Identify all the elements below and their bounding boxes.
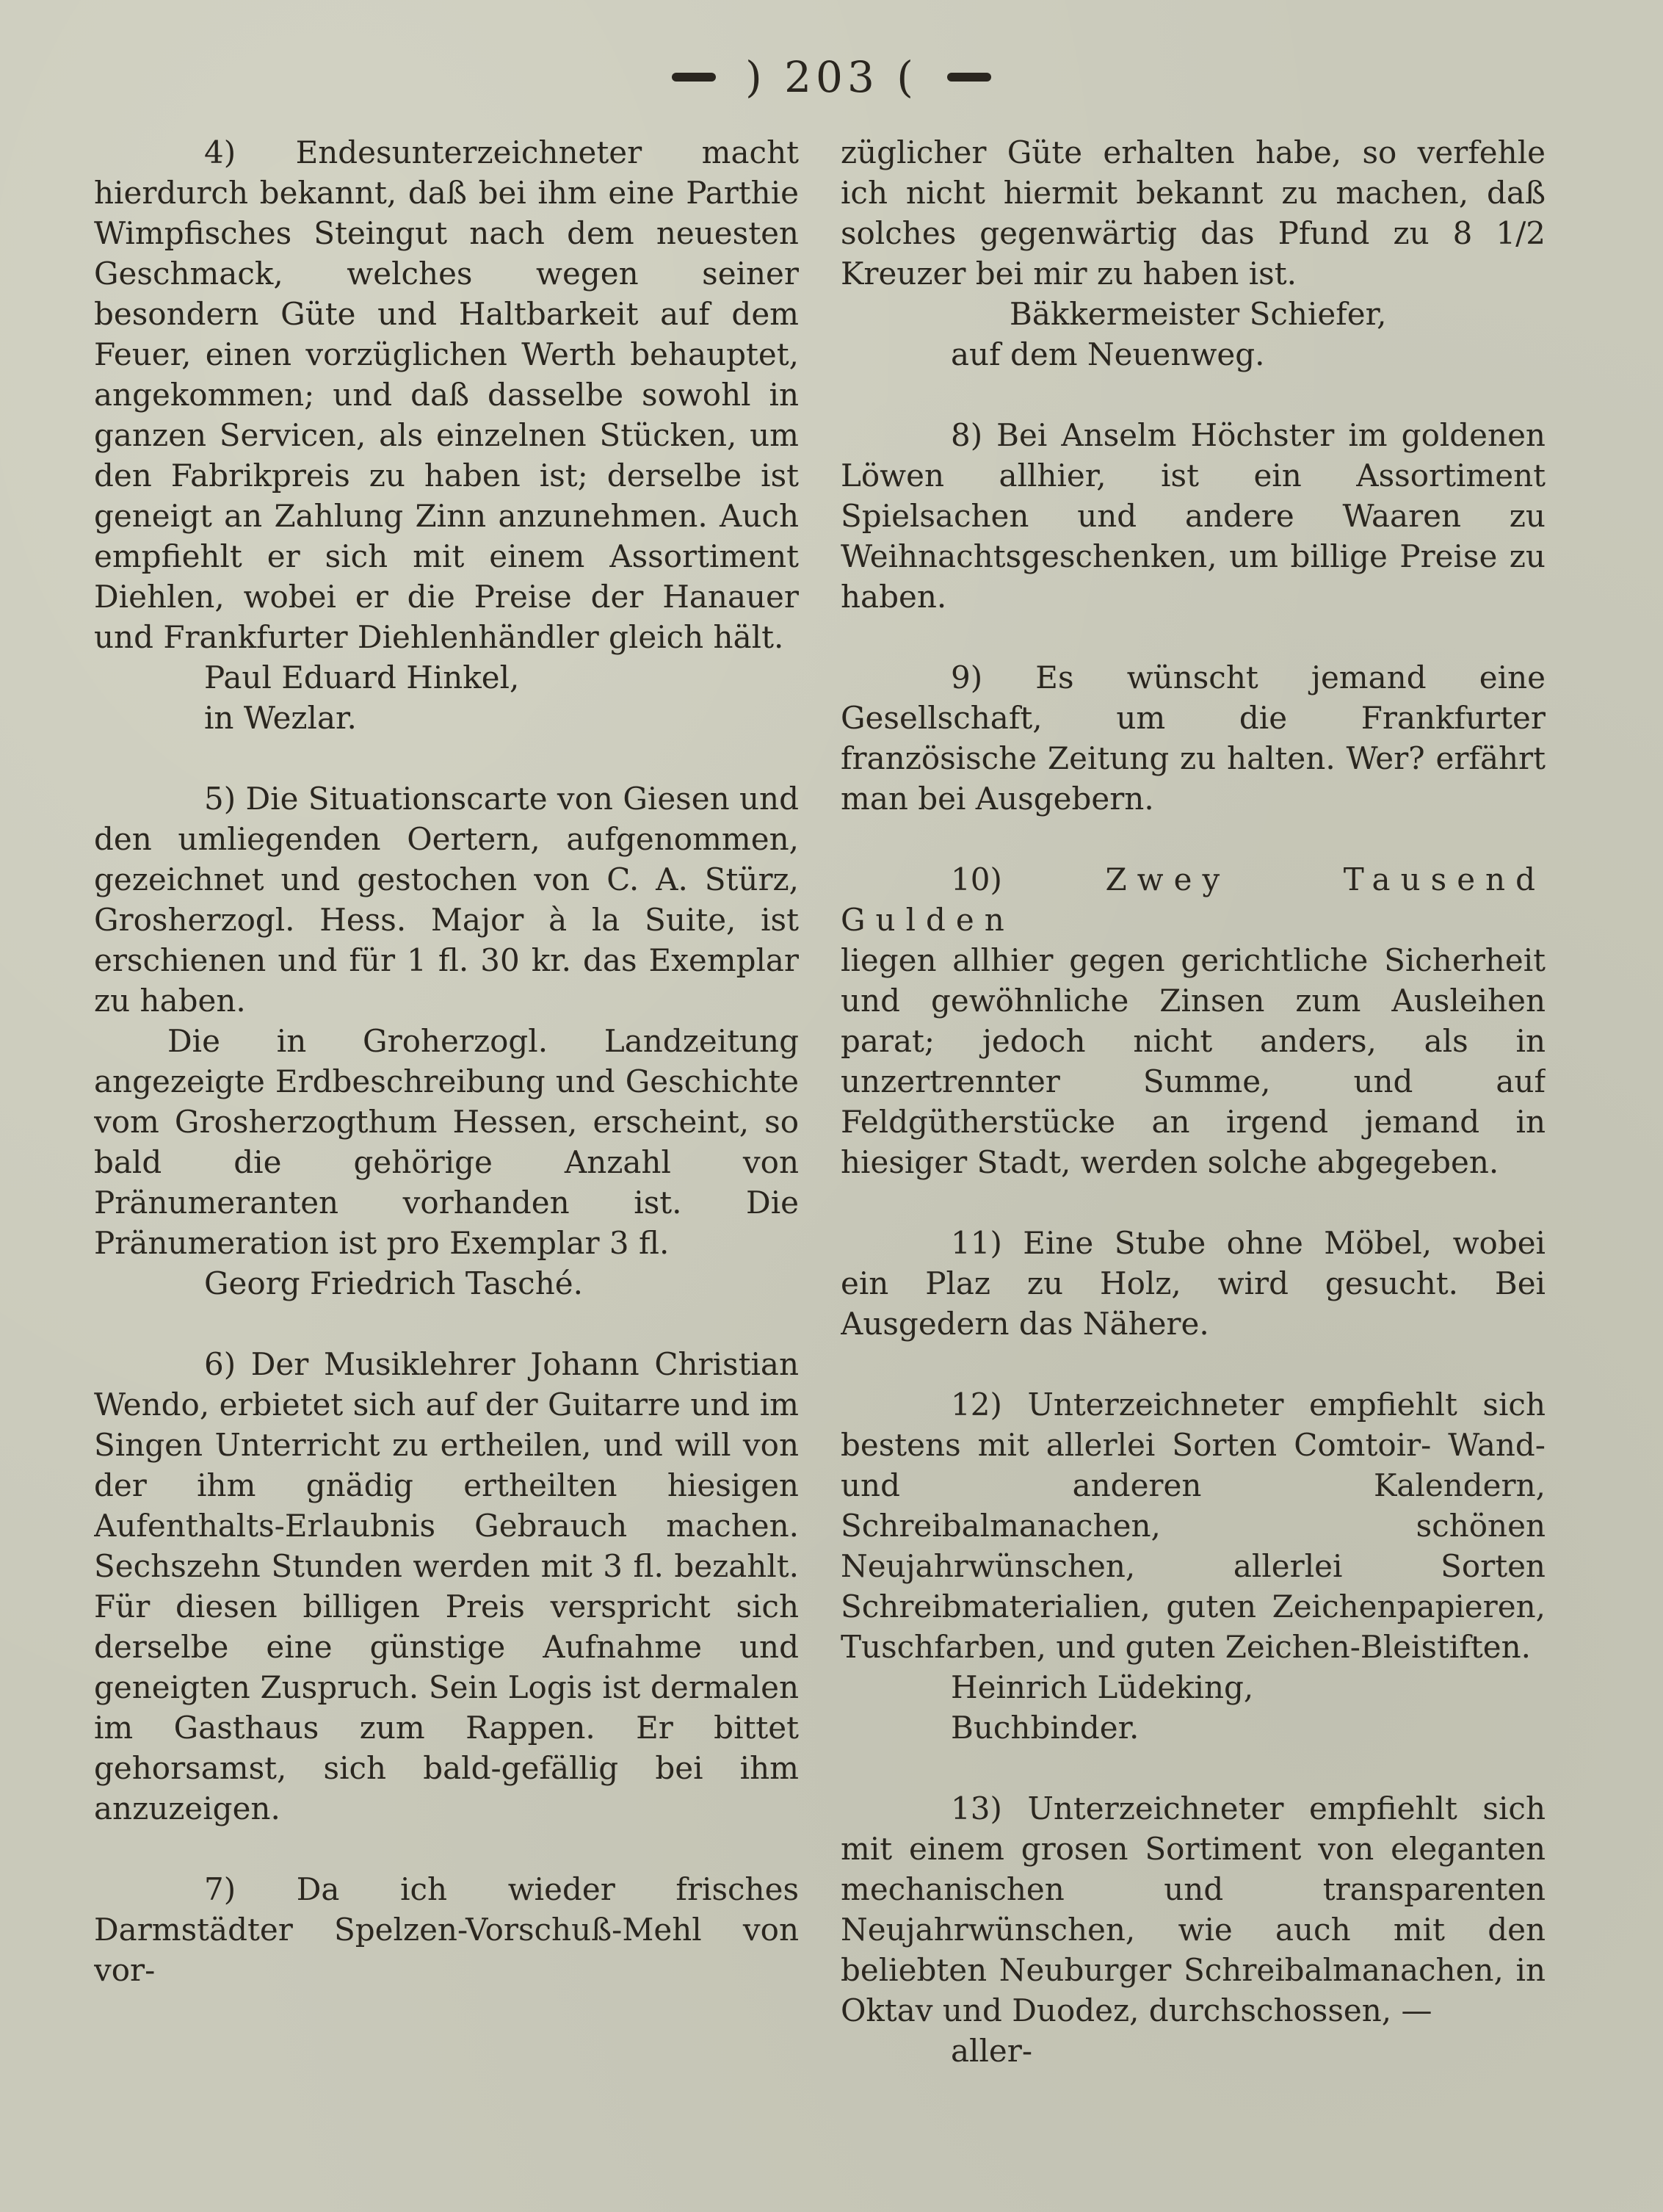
notice-10-text: liegen allhier gegen gerichtliche Sicherheit und gewöhnliche Zinsen zum Ausleihen parat; jedoch nicht anders, als in unzertrennter Summe, und auf Feldgütherstücke an irgend jemand in hiesiger Stadt, werden solche abgegeben. [841, 942, 1546, 1180]
notice-10 [841, 859, 1546, 1182]
notice-7-signature-name: Bäkkermeister Schiefer, [1010, 296, 1387, 332]
notice-5-signature-name: Georg Friedrich Tasché. [204, 1265, 583, 1301]
notice-8 [841, 415, 1546, 617]
notice-12-signature-name: Heinrich Lüdeking, [951, 1669, 1254, 1705]
notice-4-signature-place: in Wezlar. [204, 700, 357, 736]
notice-12-text: 12) Unterzeichneter empfiehlt sich bestens mit allerlei Sorten Comtoir- Wand- und anderen Kalendern, Schreibalmanachen, schönen Neujahrwünschen, allerlei Sorten Schreibmaterialien, guten Zeichenpapieren, Tuschfarben, und guten Zeichen-Bleistiften. [841, 1387, 1546, 1665]
left-column [94, 132, 799, 2115]
right-column [841, 132, 1546, 2115]
catchword: aller- [951, 2033, 1033, 2069]
notice-10-amount: Zwey Tausend Gulden [841, 861, 1546, 938]
notice-7-continued [841, 132, 1546, 375]
notice-7 [94, 1869, 799, 1990]
notice-8-text: 8) Bei Anselm Höchster im goldenen Löwen allhier, ist ein Assortiment Spielsachen und andere Waaren zu Weihnachtsgeschenken, um billige Preise zu haben. [841, 417, 1546, 615]
notice-7-text: 7) Da ich wieder frisches Darmstädter Spelzen-Vorschuß-Mehl von vor- [94, 1871, 799, 1988]
notice-4 [94, 132, 799, 738]
notice-9 [841, 657, 1546, 819]
notice-13 [841, 1788, 1546, 2071]
notice-12 [841, 1384, 1546, 1748]
notice-6-text: 6) Der Musiklehrer Johann Christian Wendo, erbietet sich auf der Guitarre und im Singen Unterricht zu ertheilen, und will von der ihm gnädig ertheilten hiesigen Aufenthalts-Erlaubnis Gebrauch machen. Sechszehn Stunden werden mit 3 fl. bezahlt. Für diesen billigen Preis verspricht sich derselbe eine günstige Aufnahme und geneigten Zuspruch. Sein Logis ist dermalen im Gasthaus zum Rappen. Er bittet gehorsamst, sich bald-gefällig bei ihm anzuzeigen. [94, 1346, 799, 1826]
notice-7-continued-text: züglicher Güte erhalten habe, so verfehle ich nicht hiermit bekannt zu machen, daß solches gegenwärtig das Pfund zu 8 1/2 Kreuzer bei mir zu haben ist. [841, 134, 1546, 292]
notice-7-signature-place: auf dem Neuenweg. [951, 336, 1265, 372]
notice-13-text: 13) Unterzeichneter empfiehlt sich mit einem grosen Sortiment von eleganten mechanischen und transparenten Neujahrwünschen, wie auch mit den beliebten Neuburger Schreibalmanachen, in Oktav und Duodez, durchschossen, — [841, 1790, 1546, 2028]
notice-5-text: 5) Die Situationscarte von Giesen und den umliegenden Oertern, aufgenommen, gezeichnet und gestochen von C. A. Stürz, Grosherzogl. Hess. Major à la Suite, ist erschienen und für 1 fl. 30 kr. das Exemplar zu haben. [94, 781, 799, 1019]
page-header [0, 44, 1663, 110]
notice-4-signature-name: Paul Eduard Hinkel, [204, 659, 520, 695]
notice-5 [94, 778, 799, 1304]
notice-10-heading [841, 859, 1546, 940]
header-rule-left [672, 73, 716, 82]
page-number: ) 203 ( [745, 52, 918, 102]
notice-12-signature-place: Buchbinder. [951, 1710, 1140, 1746]
notice-6 [94, 1344, 799, 1829]
notice-5-text-2: Die in Groherzogl. Landzeitung angezeigte Erdbeschreibung und Geschichte vom Grosherzogthum Hessen, erscheint, so bald die gehörige Anzahl von Pränumeranten vorhanden ist. Die Pränumeration ist pro Exemplar 3 fl. [94, 1023, 799, 1261]
header-rule-right [947, 73, 991, 82]
notice-4-text: 4) Endesunterzeichneter macht hierdurch bekannt, daß bei ihm eine Parthie Wimpfisches Steingut nach dem neuesten Geschmack, welches wegen seiner besondern Güte und Haltbarkeit auf dem Feuer, einen vorzüglichen Werth behauptet, angekommen; und daß dasselbe sowohl in ganzen Servicen, als einzelnen Stücken, um den Fabrikpreis zu haben ist; derselbe ist geneigt an Zahlung Zinn anzunehmen. Auch empfiehlt er sich mit einem Assortiment Diehlen, wobei er die Preise der Hanauer und Frankfurter Diehlenhändler gleich hält. [94, 134, 799, 655]
notice-9-text: 9) Es wünscht jemand eine Gesellschaft, um die Frankfurter französische Zeitung zu halten. Wer? erfährt man bei Ausgebern. [841, 659, 1546, 817]
notice-11-text: 11) Eine Stube ohne Möbel, wobei ein Plaz zu Holz, wird gesucht. Bei Ausgedern das Nähere. [841, 1225, 1546, 1342]
notice-11 [841, 1223, 1546, 1344]
notice-10-number: 10) [951, 861, 1002, 897]
